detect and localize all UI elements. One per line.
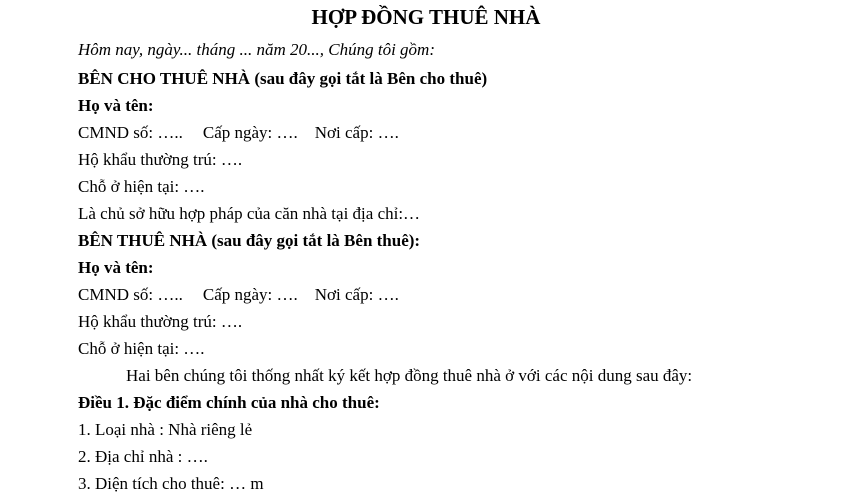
tenant-id-number: CMND số: ….. <box>78 285 183 304</box>
tenant-issue-place: Nơi cấp: …. <box>314 285 399 304</box>
landlord-ownership: Là chủ sở hữu hợp pháp của căn nhà tại địa chỉ:… <box>78 204 421 223</box>
landlord-permanent-address: Hộ khẩu thường trú: …. <box>78 150 243 169</box>
tenant-name-label: Họ và tên: <box>78 258 154 277</box>
article-1-heading: Điều 1. Đặc điểm chính của nhà cho thuê: <box>78 393 380 412</box>
landlord-heading: BÊN CHO THUÊ NHÀ (sau đây gọi tắt là Bên cho thuê) <box>78 69 488 88</box>
landlord-issue-date: Cấp ngày: …. <box>202 123 298 142</box>
document-body <box>78 65 838 497</box>
tenant-heading: BÊN THUÊ NHÀ (sau đây gọi tắt là Bên thuê): <box>78 231 421 250</box>
document-title: HỢP ĐỒNG THUÊ NHÀ <box>311 5 541 29</box>
article-1-item: 1. Loại nhà : Nhà riêng lẻ <box>78 420 253 439</box>
article-1-item: 2. Địa chỉ nhà : …. <box>78 447 208 466</box>
landlord-name-label: Họ và tên: <box>78 96 154 115</box>
tenant-issue-date: Cấp ngày: …. <box>202 285 298 304</box>
landlord-issue-place: Nơi cấp: …. <box>314 123 399 142</box>
landlord-current-address: Chỗ ở hiện tại: …. <box>78 177 205 196</box>
agreement-line: Hai bên chúng tôi thống nhất ký kết hợp đồng thuê nhà ở với các nội dung sau đây: <box>126 366 693 385</box>
intro-line: Hôm nay, ngày... tháng ... năm 20..., Chúng tôi gồm: <box>78 40 435 59</box>
tenant-current-address: Chỗ ở hiện tại: …. <box>78 339 205 358</box>
landlord-id-number: CMND số: ….. <box>78 123 183 142</box>
tenant-permanent-address: Hộ khẩu thường trú: …. <box>78 312 243 331</box>
article-1-item: 3. Diện tích cho thuê: … m <box>78 474 264 493</box>
tenant-id-line <box>78 281 838 308</box>
landlord-id-line <box>78 119 838 146</box>
